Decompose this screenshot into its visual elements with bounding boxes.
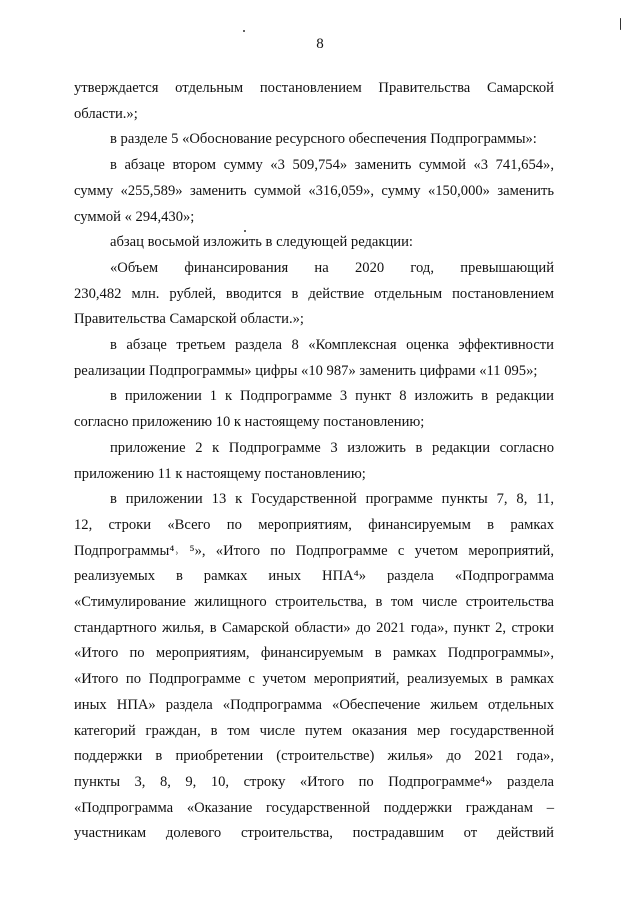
text-line: «Объем финансирования на 2020 год, превышающий: [110, 259, 554, 276]
text-line: Подпрограммы⁴˒ ⁵», «Итого по Подпрограмме с учетом мероприятий,: [74, 542, 554, 559]
text-line: реализации Подпрограммы» цифры «10 987» заменить цифрами «11 095»;: [74, 362, 538, 379]
text-line: «Подпрограмма «Оказание государственной поддержки гражданам –: [74, 799, 554, 816]
text-line: 12, строки «Всего по мероприятиям, финансируемым в рамках: [74, 516, 554, 533]
document-body: [74, 76, 554, 847]
text-line: в приложении 1 к Подпрограмме 3 пункт 8 изложить в редакции: [110, 388, 554, 405]
scan-speck: [620, 18, 621, 30]
text-line: пункты 3, 8, 9, 10, строку «Итого по Подпрограмме⁴» раздела: [74, 773, 554, 790]
text-line: поддержки в приобретении (строительстве) жилья» до 2021 года»,: [74, 748, 554, 765]
text-line: в абзаце втором сумму «3 509,754» заменить суммой «3 741,654»,: [110, 157, 554, 174]
text-line: стандартного жилья, в Самарской области» до 2021 года», пункт 2, строки: [74, 619, 554, 636]
text-line: сумму «255,589» заменить суммой «316,059», сумму «150,000» заменить: [74, 182, 554, 199]
text-line: «Итого по Подпрограмме с учетом мероприятий, реализуемых в рамках: [74, 671, 554, 688]
text-line: согласно приложению 10 к настоящему постановлению;: [74, 414, 425, 431]
text-line: области.»;: [74, 105, 138, 122]
text-line: в приложении 13 к Государственной программе пункты 7, 8, 11,: [110, 491, 554, 508]
text-line: Правительства Самарской области.»;: [74, 311, 304, 328]
text-line: в абзаце третьем раздела 8 «Комплексная оценка эффективности: [110, 337, 554, 354]
text-line: утверждается отдельным постановлением Правительства Самарской: [74, 80, 554, 96]
text-line: приложению 11 к настоящему постановлению;: [74, 465, 366, 482]
text-line: категорий граждан, в том числе путем оказания мер государственной: [74, 722, 554, 739]
text-block: [74, 76, 554, 847]
text-line: участникам долевого строительства, пострадавшим от действий: [74, 825, 554, 842]
text-line: приложение 2 к Подпрограмме 3 изложить в редакции согласно: [110, 439, 554, 456]
text-line: абзац восьмой изложить в следующей редакции:: [110, 234, 413, 251]
text-line: реализуемых в рамках иных НПА⁴» раздела «Подпрограмма: [74, 568, 554, 585]
text-line: «Стимулирование жилищного строительства, в том числе строительства: [74, 594, 554, 611]
text-line: суммой « 294,430»;: [74, 208, 195, 225]
text-line: иных НПА» раздела «Подпрограмма «Обеспечение жильем отдельных: [74, 696, 554, 713]
text-line: 230,482 млн. рублей, вводится в действие отдельным постановлением: [74, 285, 554, 302]
page-number: 8: [316, 36, 324, 52]
text-line: в разделе 5 «Обоснование ресурсного обеспечения Подпрограммы»:: [110, 131, 537, 148]
scan-speck: [243, 30, 245, 32]
text-line: «Итого по мероприятиям, финансируемым в рамках Подпрограммы»,: [74, 645, 554, 662]
